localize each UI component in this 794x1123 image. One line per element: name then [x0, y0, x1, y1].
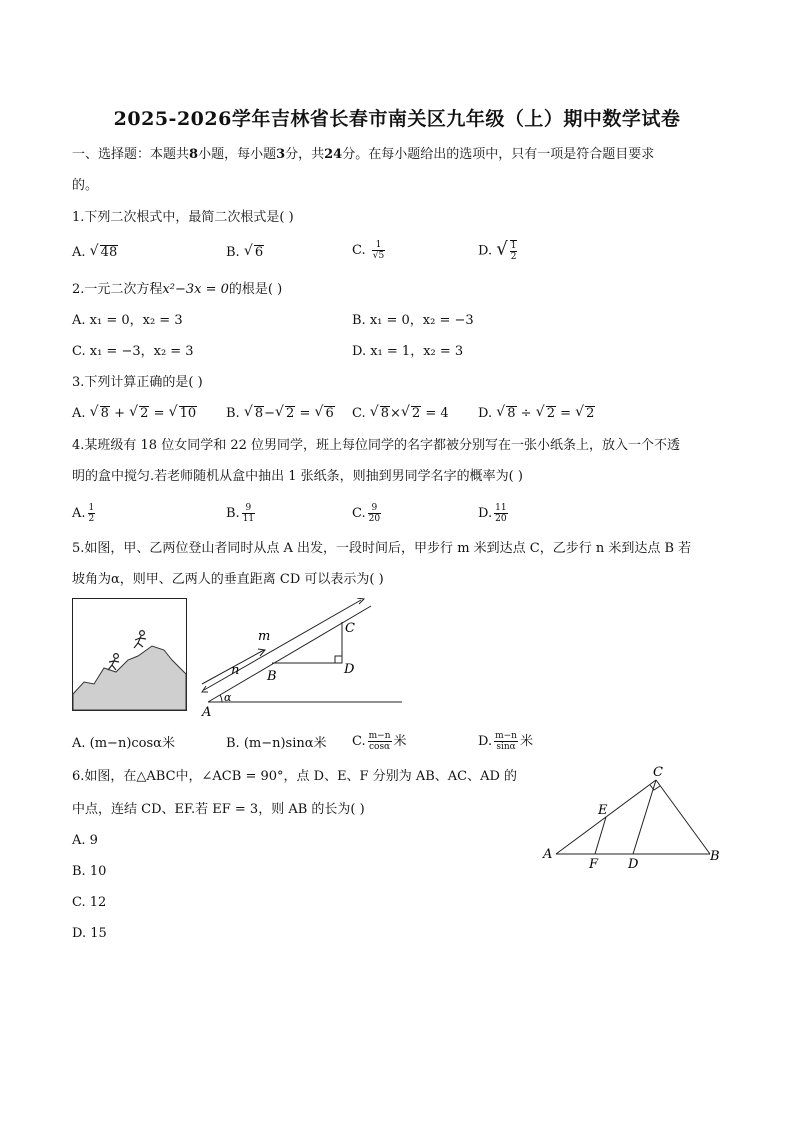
q3-option-b[interactable] — [226, 405, 335, 423]
label-c: C — [653, 765, 663, 780]
q6-option-a[interactable]: A. 9 — [72, 833, 98, 848]
denominator: 20 — [368, 514, 381, 524]
denominator: sinα — [496, 742, 516, 752]
question-5-stem-line1: 5.如图，甲、乙两位登山者同时从点 A 出发，一段时间后，甲步行 m 米到达点 C，乙步行 n 米到达点 B 若 — [72, 541, 692, 556]
sqrt-sign: √ — [496, 238, 508, 260]
question-4-stem-line1: 4.某班级有 18 位女同学和 22 位男同学，班上每位同学的名字都被分别写在一张小纸条上，放入一个不透 — [72, 438, 681, 453]
q4-option-a[interactable] — [72, 503, 97, 524]
section-text: 小题，每小题 — [198, 147, 277, 162]
section-header-line1 — [72, 146, 654, 164]
label-b: B — [267, 669, 277, 684]
fraction — [368, 503, 381, 524]
question-3-stem: 3.下列计算正确的是( ) — [72, 375, 203, 390]
sqrt-radicand: √ 48 — [100, 245, 119, 260]
sqrt-radicand: √ 2 — [285, 406, 295, 421]
q3-option-d[interactable] — [478, 405, 595, 423]
sqrt-radicand: √ 8 — [506, 406, 516, 421]
q5-option-b[interactable]: B. (m−n)sinα米 — [226, 736, 327, 751]
denominator: cosα — [368, 742, 391, 752]
sqrt-radicand: √ 2 — [139, 406, 149, 421]
label-d: D — [344, 662, 355, 677]
fraction — [494, 503, 507, 524]
q1-option-b[interactable] — [226, 244, 264, 262]
triangle-diagram — [540, 764, 730, 874]
label-m: m — [258, 629, 271, 644]
label-f: F — [589, 857, 599, 872]
question-6-stem-line1: 6.如图，在△ABC中，∠ACB = 90°，点 D、E、F 分别为 AB、AC、AD 的 — [72, 769, 518, 784]
equation: x²−3x = 0 — [162, 282, 229, 297]
points-per-question: 3 — [276, 147, 286, 162]
q2-option-c[interactable]: C. x₁ = −3，x₂ = 3 — [72, 344, 194, 359]
option-label: C. — [352, 406, 366, 421]
unit: 米 — [393, 734, 407, 749]
stem-text: 的根是( ) — [228, 282, 283, 297]
question-count: 8 — [189, 147, 199, 162]
option-label: A. — [72, 506, 86, 521]
q1-option-a[interactable] — [72, 244, 118, 262]
operator: × — [390, 406, 401, 421]
sqrt-radicand: √ 2 — [411, 406, 421, 421]
option-label: B. — [226, 245, 240, 260]
numerator: m−n — [368, 731, 391, 741]
numerator: 11 — [495, 503, 507, 513]
section-text: 一、选择题：本题共 — [72, 147, 190, 162]
equals: = — [153, 406, 165, 421]
page-title: 2025-2026学年吉林省长春市南关区九年级（上）期中数学试卷 — [113, 108, 681, 130]
q1-option-d[interactable] — [478, 240, 519, 262]
numerator: 9 — [368, 503, 381, 514]
equals: = — [560, 406, 572, 421]
numerator: 1 — [510, 241, 517, 251]
sqrt-radicand: √ 2 — [546, 406, 556, 421]
fraction — [88, 503, 96, 524]
question-6-stem-line2: 中点，连结 CD、EF.若 EF = 3，则 AB 的长为( ) — [72, 802, 365, 817]
denominator: 2 — [510, 252, 517, 262]
sqrt-radicand: √ 10 — [179, 406, 198, 421]
section-text: 分，共 — [285, 147, 325, 162]
sqrt-radicand: √ 8 — [380, 406, 390, 421]
section-text: 分。在每小题给出的选项中，只有一项是符合题目要求 — [342, 147, 655, 162]
numerator: 9 — [242, 503, 255, 514]
question-5-stem-line2: 坡角为α，则甲、乙两人的垂直距离 CD 可以表示为( ) — [72, 572, 384, 587]
label-n: n — [231, 663, 240, 678]
q4-option-c[interactable] — [352, 503, 383, 524]
q4-option-d[interactable] — [478, 503, 510, 524]
fraction — [242, 503, 255, 524]
q1-option-c[interactable] — [352, 240, 387, 261]
option-label: C. — [352, 506, 366, 521]
denominator: 2 — [88, 514, 95, 524]
total-points: 24 — [324, 147, 343, 162]
denominator-radicand: 5 — [378, 251, 385, 261]
option-label: D. — [478, 734, 493, 749]
label-a: A — [543, 847, 553, 862]
numerator: m−n — [495, 731, 517, 741]
option-label: A. — [72, 245, 86, 260]
denominator: 11 — [242, 514, 255, 524]
denominator: √5 — [372, 251, 385, 261]
sqrt-radicand: √ 2 — [585, 406, 595, 421]
option-label: C. — [352, 734, 366, 749]
numerator: 1 — [372, 240, 385, 251]
q3-option-a[interactable] — [72, 405, 197, 423]
operator: + — [114, 406, 125, 421]
question-2-stem — [72, 281, 282, 299]
q4-option-b[interactable] — [226, 503, 257, 524]
operator: ÷ — [520, 406, 532, 421]
option-label: A. — [72, 406, 86, 421]
unit: 米 — [519, 734, 533, 749]
operator: − — [264, 406, 276, 421]
q2-option-a[interactable]: A. x₁ = 0，x₂ = 3 — [72, 313, 183, 328]
climbers-illustration — [72, 598, 188, 712]
q6-option-d[interactable]: D. 15 — [72, 926, 107, 941]
stem-text: 2.一元二次方程 — [72, 282, 163, 297]
label-a: A — [202, 705, 212, 720]
option-label: D. — [478, 506, 493, 521]
equals: = 4 — [425, 406, 449, 421]
option-label: B. — [226, 406, 240, 421]
q5-option-d[interactable] — [478, 731, 533, 752]
numerator: 1 — [88, 503, 95, 513]
q5-option-c[interactable] — [352, 731, 407, 752]
slope-diagram — [194, 598, 404, 720]
label-b: B — [710, 849, 720, 864]
sqrt-radicand: √ 6 — [254, 245, 264, 260]
q6-option-b[interactable]: B. 10 — [72, 864, 107, 879]
fraction — [372, 240, 385, 261]
equals: = — [299, 406, 311, 421]
q5-option-a[interactable]: A. (m−n)cosα米 — [72, 736, 175, 751]
label-e: E — [598, 803, 608, 818]
fraction — [368, 731, 392, 752]
label-c: C — [345, 621, 355, 636]
sqrt-radicand: √ 8 — [254, 406, 264, 421]
label-d: D — [628, 857, 639, 872]
section-header-line2: 的。 — [72, 178, 99, 193]
option-label: C. — [352, 243, 366, 258]
fraction — [494, 731, 518, 752]
option-label: D. — [478, 243, 493, 259]
fraction — [510, 240, 518, 262]
label-alpha: α — [224, 691, 232, 704]
question-4-stem-line2: 明的盒中搅匀.若老师随机从盒中抽出 1 张纸条，则抽到男同学名字的概率为( ) — [72, 469, 523, 484]
option-label: D. — [478, 406, 493, 421]
option-label: B. — [226, 506, 240, 521]
sqrt-radicand: √ 8 — [100, 406, 110, 421]
q3-option-c[interactable] — [352, 405, 449, 423]
q6-option-c[interactable]: C. 12 — [72, 895, 107, 910]
q2-option-b[interactable]: B. x₁ = 0，x₂ = −3 — [352, 313, 474, 328]
question-1-stem: 1.下列二次根式中，最简二次根式是( ) — [72, 210, 294, 225]
q2-option-d[interactable]: D. x₁ = 1，x₂ = 3 — [352, 344, 464, 359]
denominator: 20 — [495, 514, 507, 524]
sqrt-radicand: √ 6 — [324, 406, 334, 421]
